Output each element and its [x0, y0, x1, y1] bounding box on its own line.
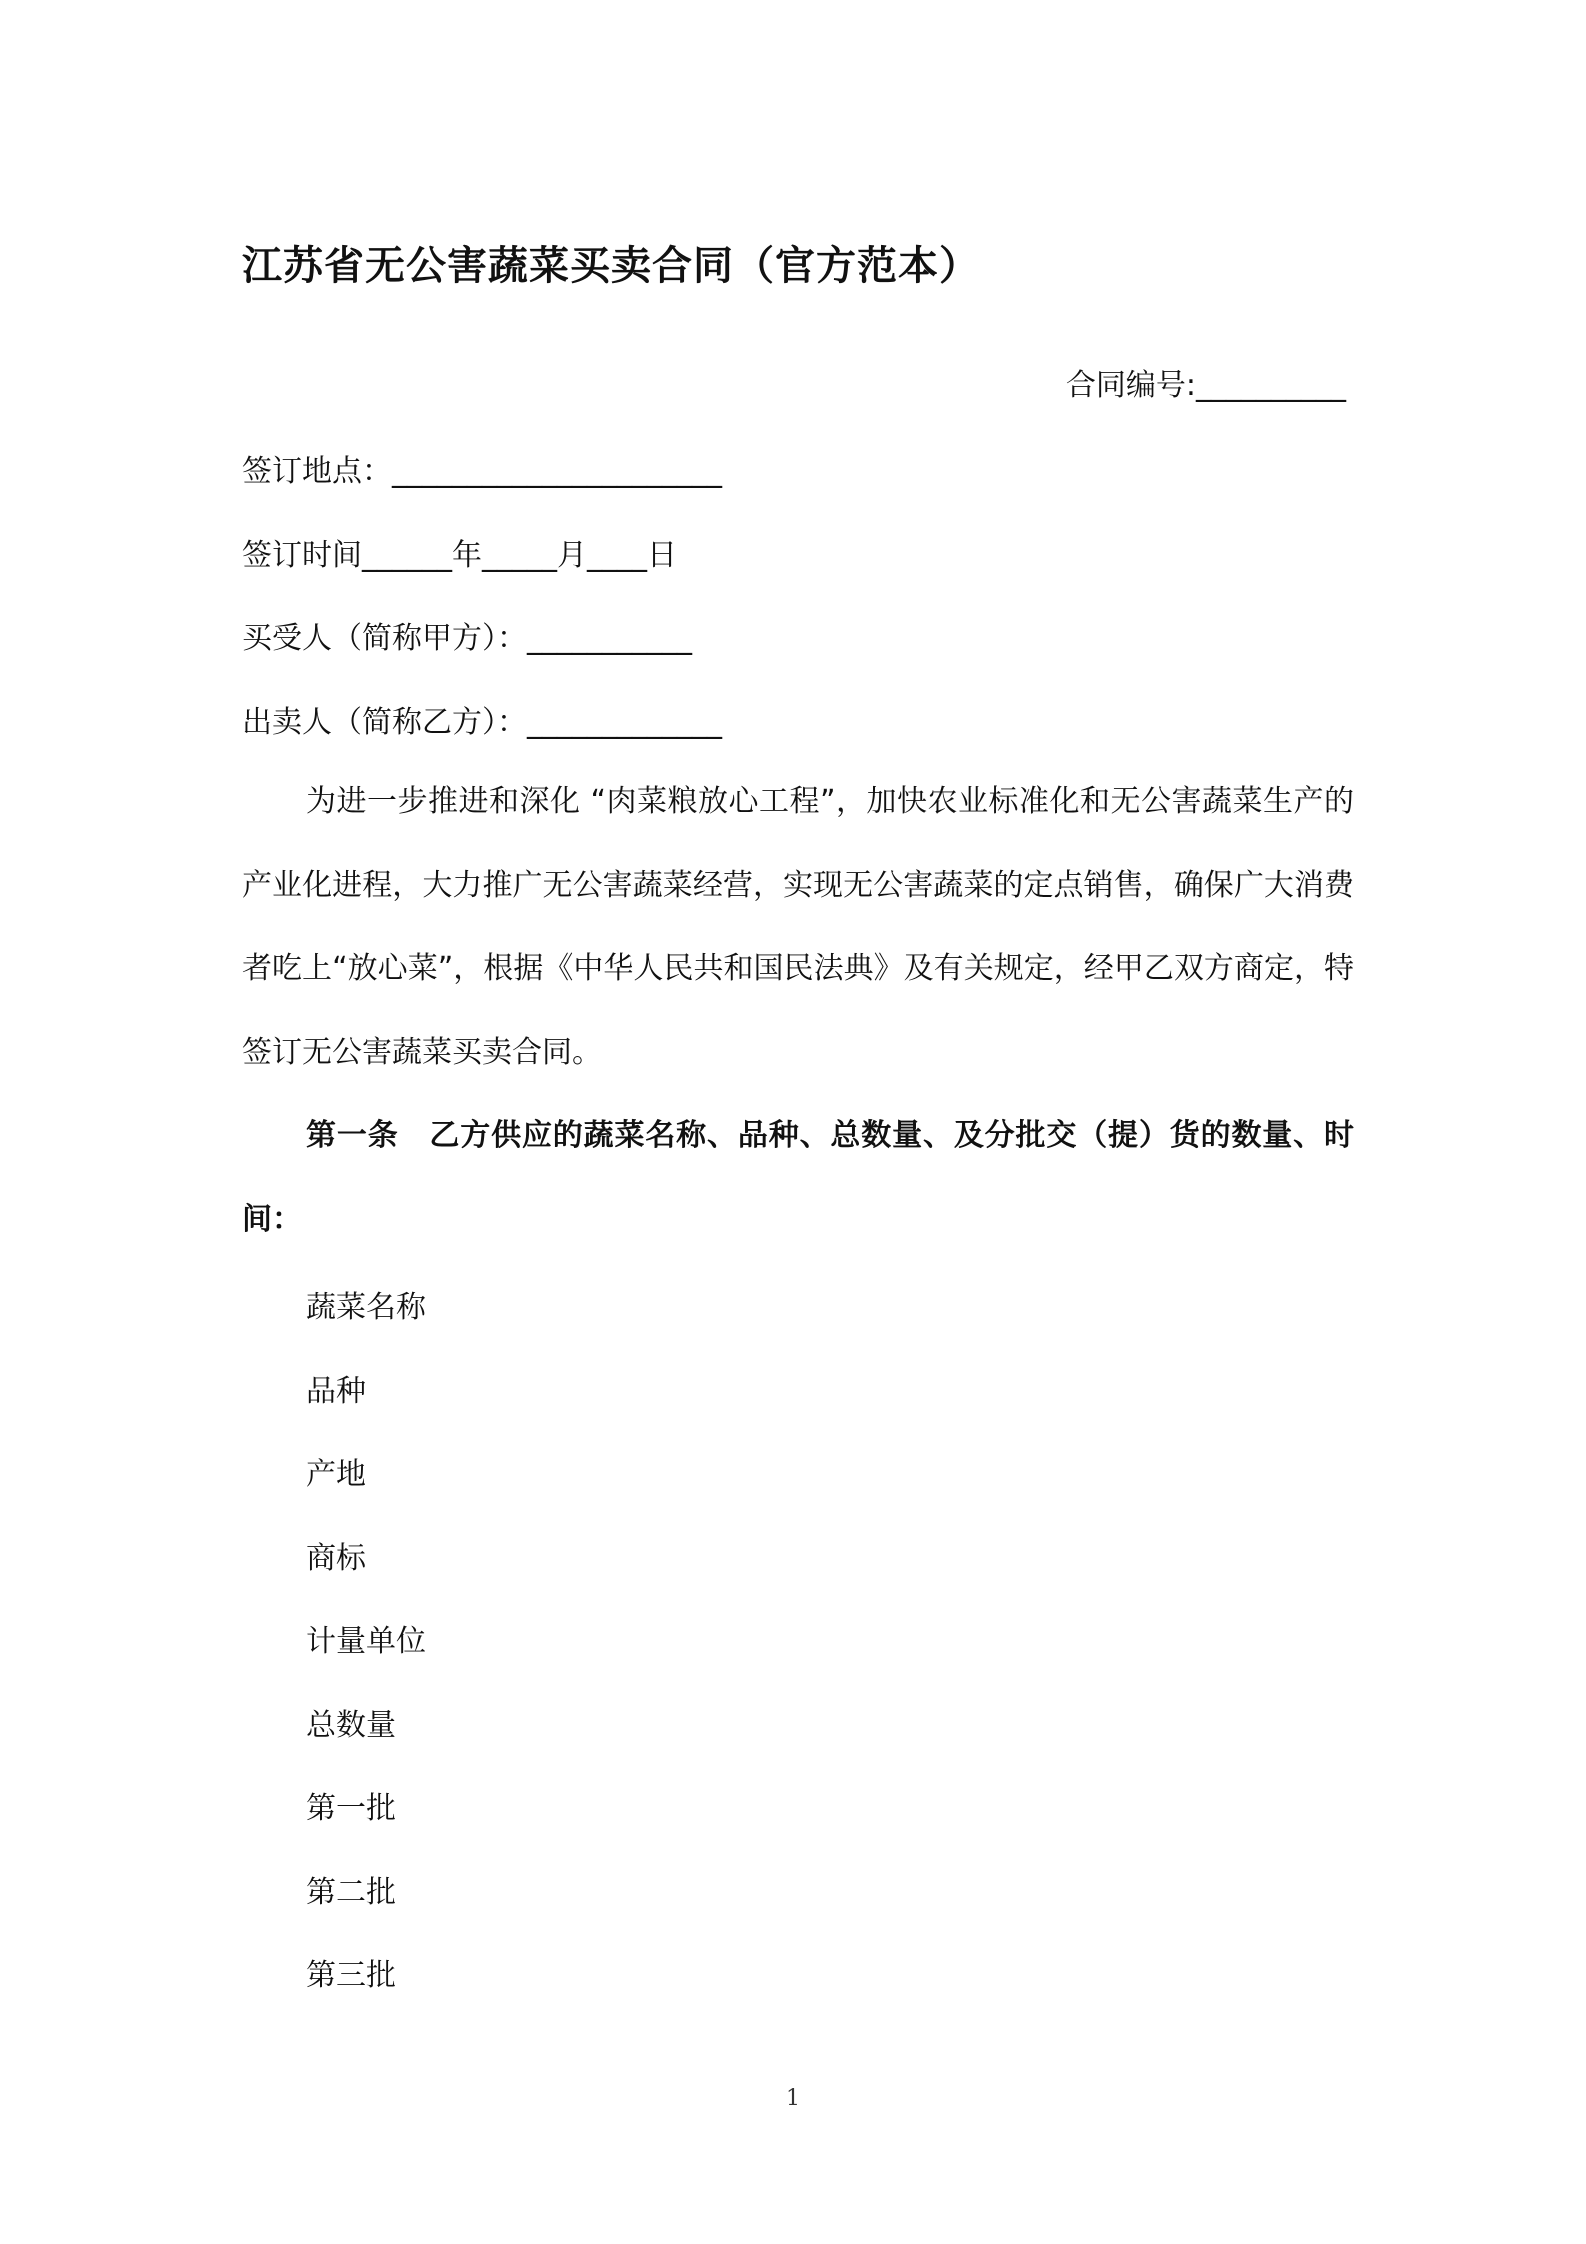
intro-paragraph: 为进一步推进和深化 “肉菜粮放心工程”，加快农业标准化和无公害蔬菜生产的产业化进程，大力推广无公害蔬菜经营，实现无公害蔬菜的定点销售，确保广大消费者吃上“放心菜”，根据《中华人民共和国民法典》及有关规定，经甲乙双方商定，特签订无公害蔬菜买卖合同。 — [242, 784, 1354, 1070]
item-trademark: 商标 — [306, 1541, 366, 1576]
page-number: 1 — [786, 2086, 800, 2111]
item-unit: 计量单位 — [306, 1624, 426, 1659]
item-total-quantity: 总数量 — [306, 1708, 396, 1743]
signing-date-field: 签订时间______年_____月____日 — [242, 538, 677, 573]
item-origin: 产地 — [306, 1457, 366, 1492]
item-batch-two: 第二批 — [306, 1875, 396, 1910]
item-batch-one: 第一批 — [306, 1791, 396, 1826]
article-one: 第一条 乙方供应的蔬菜名称、品种、总数量、及分批交（提）货的数量、时间： — [242, 1118, 1354, 1237]
document-title: 江苏省无公害蔬菜买卖合同（官方范本） — [242, 243, 980, 289]
contract-number: 合同编号:__________ — [1065, 368, 1346, 403]
signing-place-field: 签订地点：______________________ — [242, 454, 722, 489]
item-vegetable-name: 蔬菜名称 — [306, 1290, 426, 1325]
item-batch-three: 第三批 — [306, 1958, 396, 1993]
item-variety: 品种 — [306, 1374, 366, 1409]
seller-field: 出卖人（简称乙方）：_____________ — [242, 705, 722, 740]
buyer-field: 买受人（简称甲方）：___________ — [242, 621, 692, 656]
